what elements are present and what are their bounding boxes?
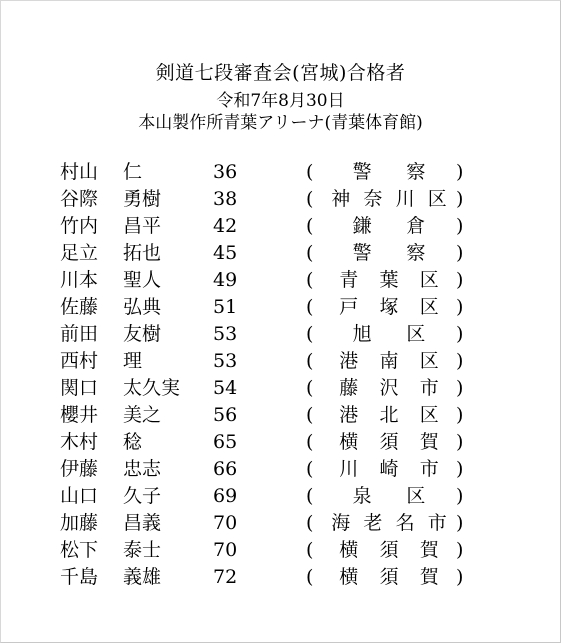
result-row (0, 186, 561, 213)
surname: 関口 (60, 377, 99, 399)
surname: 足立 (60, 242, 99, 264)
paren-close: ) (456, 431, 464, 453)
paren-open: ( (306, 323, 314, 345)
age: 66 (213, 458, 238, 480)
region-char: 港 (339, 404, 359, 426)
surname: 松下 (60, 539, 99, 561)
region-char: 港 (339, 350, 359, 372)
result-row (0, 348, 561, 375)
given-name: 久子 (123, 485, 162, 507)
paren-close: ) (456, 215, 464, 237)
region-char: 川 (339, 458, 359, 480)
given-name: 勇樹 (123, 188, 162, 210)
result-row (0, 375, 561, 402)
given-name: 太久実 (123, 377, 181, 399)
age: 56 (213, 404, 238, 426)
region-char: 戸 (339, 296, 359, 318)
region-char: 神 (331, 188, 351, 210)
paren-open: ( (306, 404, 314, 426)
given-name: 美之 (123, 404, 162, 426)
region-char: 察 (406, 161, 426, 183)
result-row (0, 240, 561, 267)
exam-venue: 本山製作所青葉アリーナ(青葉体育館) (138, 113, 423, 133)
given-name: 稔 (123, 431, 143, 453)
given-name: 拓也 (123, 242, 162, 264)
result-row (0, 159, 561, 186)
paren-close: ) (456, 377, 464, 399)
region-char: 市 (419, 377, 439, 399)
region-char: 鎌 (352, 215, 372, 237)
paren-close: ) (456, 350, 464, 372)
given-name: 義雄 (123, 566, 162, 588)
given-name: 忠志 (123, 458, 162, 480)
paren-open: ( (306, 188, 314, 210)
given-name: 友樹 (123, 323, 162, 345)
region-char: 市 (427, 512, 447, 534)
region-char: 区 (419, 269, 439, 291)
region-char: 奈 (363, 188, 383, 210)
given-name: 聖人 (123, 269, 162, 291)
result-row (0, 456, 561, 483)
surname: 村山 (60, 161, 99, 183)
paren-open: ( (306, 296, 314, 318)
surname: 木村 (60, 431, 99, 453)
region-char: 市 (419, 458, 439, 480)
surname: 佐藤 (60, 296, 99, 318)
paren-open: ( (306, 566, 314, 588)
region-char: 賀 (419, 431, 439, 453)
paren-open: ( (306, 539, 314, 561)
age: 54 (213, 377, 238, 399)
region-char: 警 (352, 242, 372, 264)
region-char: 横 (339, 566, 359, 588)
paren-close: ) (456, 566, 464, 588)
paren-close: ) (456, 512, 464, 534)
region-char: 区 (419, 296, 439, 318)
region-char: 葉 (379, 269, 399, 291)
age: 38 (213, 188, 238, 210)
age: 70 (213, 512, 238, 534)
region-char: 川 (395, 188, 415, 210)
region-char: 倉 (406, 215, 426, 237)
age: 42 (213, 215, 238, 237)
paren-open: ( (306, 269, 314, 291)
region-char: 横 (339, 539, 359, 561)
region-char: 藤 (339, 377, 359, 399)
region-char: 区 (427, 188, 447, 210)
age: 51 (213, 296, 238, 318)
paren-close: ) (456, 485, 464, 507)
given-name: 仁 (123, 161, 143, 183)
surname: 前田 (60, 323, 99, 345)
region (318, 294, 460, 321)
results-list (0, 159, 561, 591)
paren-open: ( (306, 512, 314, 534)
region (318, 375, 460, 402)
surname: 竹内 (60, 215, 99, 237)
result-row (0, 510, 561, 537)
surname: 伊藤 (60, 458, 99, 480)
age: 53 (213, 350, 238, 372)
region-char: 横 (339, 431, 359, 453)
paren-close: ) (456, 323, 464, 345)
region (318, 213, 460, 240)
paren-open: ( (306, 431, 314, 453)
result-row (0, 294, 561, 321)
region-char: 名 (395, 512, 415, 534)
region (318, 321, 460, 348)
paren-close: ) (456, 458, 464, 480)
region-char: 賀 (419, 539, 439, 561)
region (318, 402, 460, 429)
region-char: 警 (352, 161, 372, 183)
exam-date: 令和7年8月30日 (216, 91, 345, 111)
region-char: 区 (419, 404, 439, 426)
result-row (0, 537, 561, 564)
result-row (0, 213, 561, 240)
result-row (0, 483, 561, 510)
age: 49 (213, 269, 238, 291)
region (318, 483, 460, 510)
paren-open: ( (306, 242, 314, 264)
paren-close: ) (456, 242, 464, 264)
paren-open: ( (306, 458, 314, 480)
paren-close: ) (456, 404, 464, 426)
region (318, 159, 460, 186)
region (318, 348, 460, 375)
paren-close: ) (456, 296, 464, 318)
region-char: 南 (379, 350, 399, 372)
region-char: 区 (419, 350, 439, 372)
paren-close: ) (456, 539, 464, 561)
given-name: 昌義 (123, 512, 162, 534)
region-char: 区 (406, 323, 426, 345)
region-char: 賀 (419, 566, 439, 588)
region (318, 537, 460, 564)
paren-open: ( (306, 215, 314, 237)
region-char: 沢 (379, 377, 399, 399)
region-char: 北 (379, 404, 399, 426)
age: 70 (213, 539, 238, 561)
region (318, 456, 460, 483)
surname: 櫻井 (60, 404, 99, 426)
age: 53 (213, 323, 238, 345)
age: 36 (213, 161, 238, 183)
given-name: 泰士 (123, 539, 162, 561)
region-char: 泉 (352, 485, 372, 507)
result-row (0, 402, 561, 429)
surname: 西村 (60, 350, 99, 372)
region-char: 崎 (379, 458, 399, 480)
surname: 谷際 (60, 188, 99, 210)
region-char: 老 (363, 512, 383, 534)
paren-open: ( (306, 161, 314, 183)
result-row (0, 429, 561, 456)
region-char: 旭 (352, 323, 372, 345)
region (318, 564, 460, 591)
result-row (0, 564, 561, 591)
region (318, 429, 460, 456)
region-char: 塚 (379, 296, 399, 318)
region-char: 須 (379, 431, 399, 453)
paren-close: ) (456, 188, 464, 210)
paren-close: ) (456, 269, 464, 291)
paren-open: ( (306, 485, 314, 507)
region-char: 須 (379, 539, 399, 561)
age: 65 (213, 431, 238, 453)
region-char: 海 (331, 512, 351, 534)
age: 45 (213, 242, 238, 264)
paren-open: ( (306, 350, 314, 372)
region (318, 186, 460, 213)
result-row (0, 267, 561, 294)
age: 72 (213, 566, 238, 588)
result-row (0, 321, 561, 348)
given-name: 理 (123, 350, 143, 372)
surname: 加藤 (60, 512, 99, 534)
region-char: 区 (406, 485, 426, 507)
region-char: 須 (379, 566, 399, 588)
region-char: 察 (406, 242, 426, 264)
age: 69 (213, 485, 238, 507)
region (318, 510, 460, 537)
region (318, 267, 460, 294)
given-name: 昌平 (123, 215, 162, 237)
given-name: 弘典 (123, 296, 162, 318)
surname: 千島 (60, 566, 99, 588)
paren-close: ) (456, 161, 464, 183)
document-title: 剣道七段審査会(宮城)合格者 (155, 62, 406, 84)
surname: 山口 (60, 485, 99, 507)
region-char: 青 (339, 269, 359, 291)
surname: 川本 (60, 269, 99, 291)
paren-open: ( (306, 377, 314, 399)
region (318, 240, 460, 267)
